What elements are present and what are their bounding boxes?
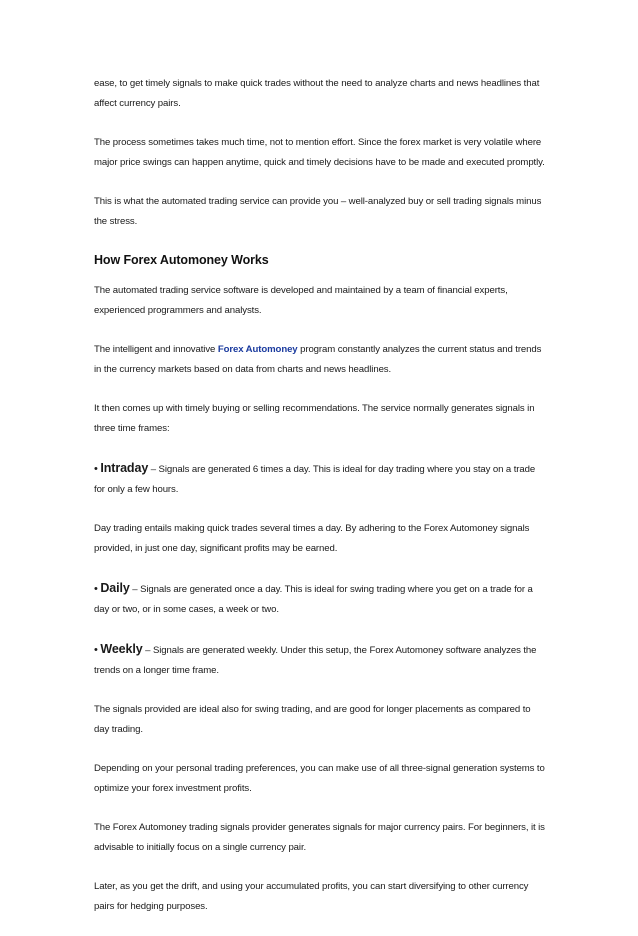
bullet-intraday bbox=[94, 458, 546, 500]
paragraph-timeframes: It then comes up with timely buying or selling recommendations. The service normally generates signals in three time frames: bbox=[94, 403, 535, 434]
bullet-marker: • bbox=[94, 644, 98, 656]
bullet-daily bbox=[94, 578, 546, 620]
paragraph-preferences: Depending on your personal trading preferences, you can make use of all three-signal generation systems to optimize your forex investment profits. bbox=[94, 763, 545, 794]
paragraph-intro-continued: ease, to get timely signals to make quick trades without the need to analyze charts and news headlines that affect currency pairs. bbox=[94, 78, 540, 109]
bullet-text-weekly: – Signals are generated weekly. Under this setup, the Forex Automoney software analyzes the trends on a longer time frame. bbox=[94, 645, 537, 676]
forex-automoney-link[interactable]: Forex Automoney bbox=[215, 344, 298, 355]
paragraph-program-rest: program constantly analyzes the current status and trends in the currency markets based on data from charts and news headlines. bbox=[94, 344, 542, 375]
paragraph-currency-pairs: The Forex Automoney trading signals provider generates signals for major currency pairs. For beginners, it is advisable to initially focus on a single currency pair. bbox=[94, 822, 545, 853]
bullet-term-weekly: Weekly bbox=[100, 642, 143, 656]
paragraph-swing-trading: The signals provided are ideal also for swing trading, and are good for longer placements as compared to day trading. bbox=[94, 704, 531, 735]
bullet-term-daily: Daily bbox=[100, 581, 130, 595]
section-heading: How Forex Automoney Works bbox=[94, 253, 269, 267]
bullet-marker: • bbox=[94, 583, 98, 595]
bullet-weekly bbox=[94, 639, 546, 681]
paragraph-diversifying: Later, as you get the drift, and using your accumulated profits, you can start diversifying to other currency pairs for hedging purposes. bbox=[94, 881, 529, 912]
bullet-marker: • bbox=[94, 463, 98, 475]
bullet-text-intraday: – Signals are generated 6 times a day. This is ideal for day trading where you stay on a trade for only a few hours. bbox=[94, 464, 536, 495]
paragraph-service: This is what the automated trading service can provide you – well-analyzed buy or sell trading signals minus the stress. bbox=[94, 196, 542, 227]
paragraph-process: The process sometimes takes much time, not to mention effort. Since the forex market is very volatile where major price swings can happen anytime, quick and timely decisions have to be made and executed promptly. bbox=[94, 137, 545, 168]
paragraph-day-trading: Day trading entails making quick trades several times a day. By adhering to the Forex Automoney signals provided, in just one day, significant profits may be earned. bbox=[94, 523, 530, 554]
paragraph-program-lead: The intelligent and innovative bbox=[94, 344, 216, 355]
document-page bbox=[94, 74, 546, 936]
paragraph-program bbox=[94, 340, 546, 380]
bullet-term-intraday: Intraday bbox=[100, 461, 149, 475]
paragraph-software: The automated trading service software is developed and maintained by a team of financial experts, experienced programmers and analysts. bbox=[94, 285, 508, 316]
bullet-text-daily: – Signals are generated once a day. This is ideal for swing trading where you get on a trade for a day or two, or in some cases, a week or two. bbox=[94, 584, 533, 615]
